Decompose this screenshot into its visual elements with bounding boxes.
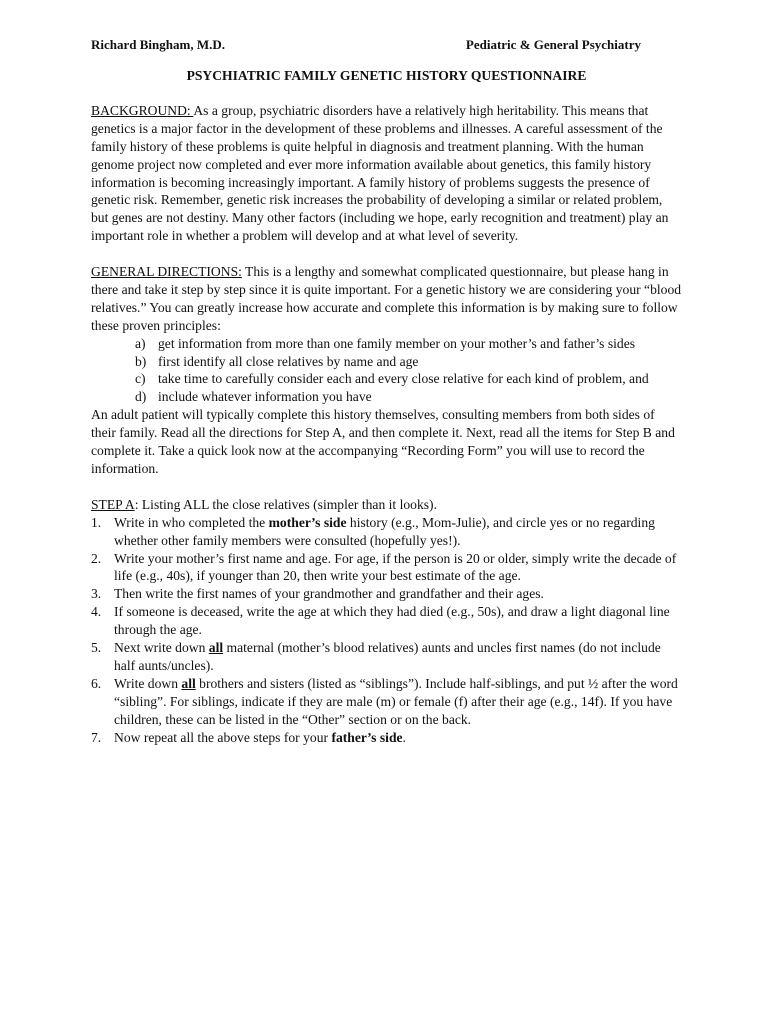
step-item bbox=[91, 675, 682, 729]
general-directions-heading: GENERAL DIRECTIONS: bbox=[91, 264, 242, 280]
step-a-list bbox=[91, 514, 682, 747]
principle-text: get information from more than one family member on your mother’s and father’s sides bbox=[158, 335, 636, 351]
principle-item bbox=[135, 388, 682, 406]
principles-list bbox=[91, 335, 682, 407]
step-item bbox=[91, 729, 682, 747]
general-directions-section bbox=[91, 263, 682, 478]
step-emphasis: mother’s side bbox=[268, 514, 347, 530]
step-item bbox=[91, 585, 682, 603]
principle-item bbox=[135, 353, 682, 371]
principle-marker: c) bbox=[135, 371, 146, 387]
step-text: Write in who completed the mother’s side history (e.g., Mom-Julie), and circle yes or no regarding whether other family members were consulted (hopefully yes!). bbox=[114, 514, 655, 548]
step-item bbox=[91, 550, 682, 586]
step-marker: 1. bbox=[91, 514, 102, 530]
step-item bbox=[91, 603, 682, 639]
step-marker: 6. bbox=[91, 675, 102, 691]
doctor-name: Richard Bingham, M.D. bbox=[91, 37, 225, 52]
step-text: Write your mother’s first name and age. For age, if the person is 20 or older, simply write the decade of life (e.g., 40s), if younger than 20, then write your best estimate of the age. bbox=[114, 550, 677, 584]
principle-item bbox=[135, 370, 682, 388]
step-text: Write down all brothers and sisters (listed as “siblings”). Include half-siblings, and put ½ after the word “sibling”. For siblings, indicate if they are male (m) or female (f) after their age (e.g., 14f). If you have children, these can be listed in the “Other” section or on the back. bbox=[114, 675, 678, 727]
step-marker: 7. bbox=[91, 729, 102, 745]
step-a-section bbox=[91, 496, 682, 747]
step-marker: 5. bbox=[91, 640, 102, 656]
step-emphasis: all bbox=[208, 640, 224, 656]
step-a-intro bbox=[91, 496, 682, 514]
step-emphasis: all bbox=[181, 675, 196, 691]
step-a-heading: STEP A bbox=[91, 496, 135, 512]
document-title: PSYCHIATRIC FAMILY GENETIC HISTORY QUESTIONNAIRE bbox=[186, 68, 587, 83]
step-text: Now repeat all the above steps for your father’s side. bbox=[114, 729, 406, 745]
principle-marker: b) bbox=[135, 353, 147, 369]
letterhead bbox=[91, 36, 682, 54]
background-heading: BACKGROUND: bbox=[91, 102, 194, 118]
principle-marker: a) bbox=[135, 335, 146, 351]
principle-text: first identify all close relatives by name and age bbox=[158, 353, 419, 369]
step-a-subtitle: : Listing ALL the close relatives (simpler than it looks). bbox=[134, 496, 437, 512]
principle-item bbox=[135, 335, 682, 353]
step-item bbox=[91, 514, 682, 550]
step-text: Then write the first names of your grandmother and grandfather and their ages. bbox=[114, 586, 544, 602]
background-paragraph bbox=[91, 102, 682, 245]
principle-marker: d) bbox=[135, 389, 147, 405]
practice-specialty: Pediatric & General Psychiatry bbox=[465, 37, 641, 52]
step-item bbox=[91, 639, 682, 675]
background-text: As a group, psychiatric disorders have a relatively high heritability. This means that genetics is a major factor in the development of these problems and illnesses. A careful assessment of the family history of these problems is quite helpful in diagnosis and treatment planning. With the human genome project now completed and ever more information available about genetics, this family history information is becoming increasingly important. A family history of problems suggests the presence of genetic risk. Remember, genetic risk increases the probability of developing a similar or related problem, but genes are not destiny. Many other factors (including we hope, early recognition and treatment) play an important role in whether a problem will develop and at what level of severity. bbox=[91, 102, 669, 244]
principle-text: include whatever information you have bbox=[158, 389, 372, 405]
general-directions-text: This is a lengthy and somewhat complicated questionnaire, but please hang in there and take it step by step since it is quite important. For a genetic history we are considering your “blood relatives.” You can greatly increase how accurate and complete this information is by making sure to follow these proven principles: bbox=[91, 264, 682, 333]
step-marker: 2. bbox=[91, 550, 102, 566]
general-directions-intro bbox=[91, 263, 682, 335]
step-marker: 4. bbox=[91, 604, 102, 620]
step-marker: 3. bbox=[91, 586, 102, 602]
general-directions-outro: An adult patient will typically complete this history themselves, consulting members from both sides of their family. Read all the directions for Step A, and then complete it. Next, read all the items for Step B and complete it. Take a quick look now at the accompanying “Recording Form” you will use to record the information. bbox=[91, 407, 675, 477]
principle-text: take time to carefully consider each and every close relative for each kind of problem, and bbox=[158, 371, 649, 387]
step-text: If someone is deceased, write the age at which they had died (e.g., 50s), and draw a light diagonal line through the age. bbox=[114, 604, 670, 638]
step-emphasis: father’s side bbox=[331, 729, 403, 745]
step-text: Next write down all maternal (mother’s blood relatives) aunts and uncles first names (do not include half aunts/uncles). bbox=[114, 640, 661, 673]
